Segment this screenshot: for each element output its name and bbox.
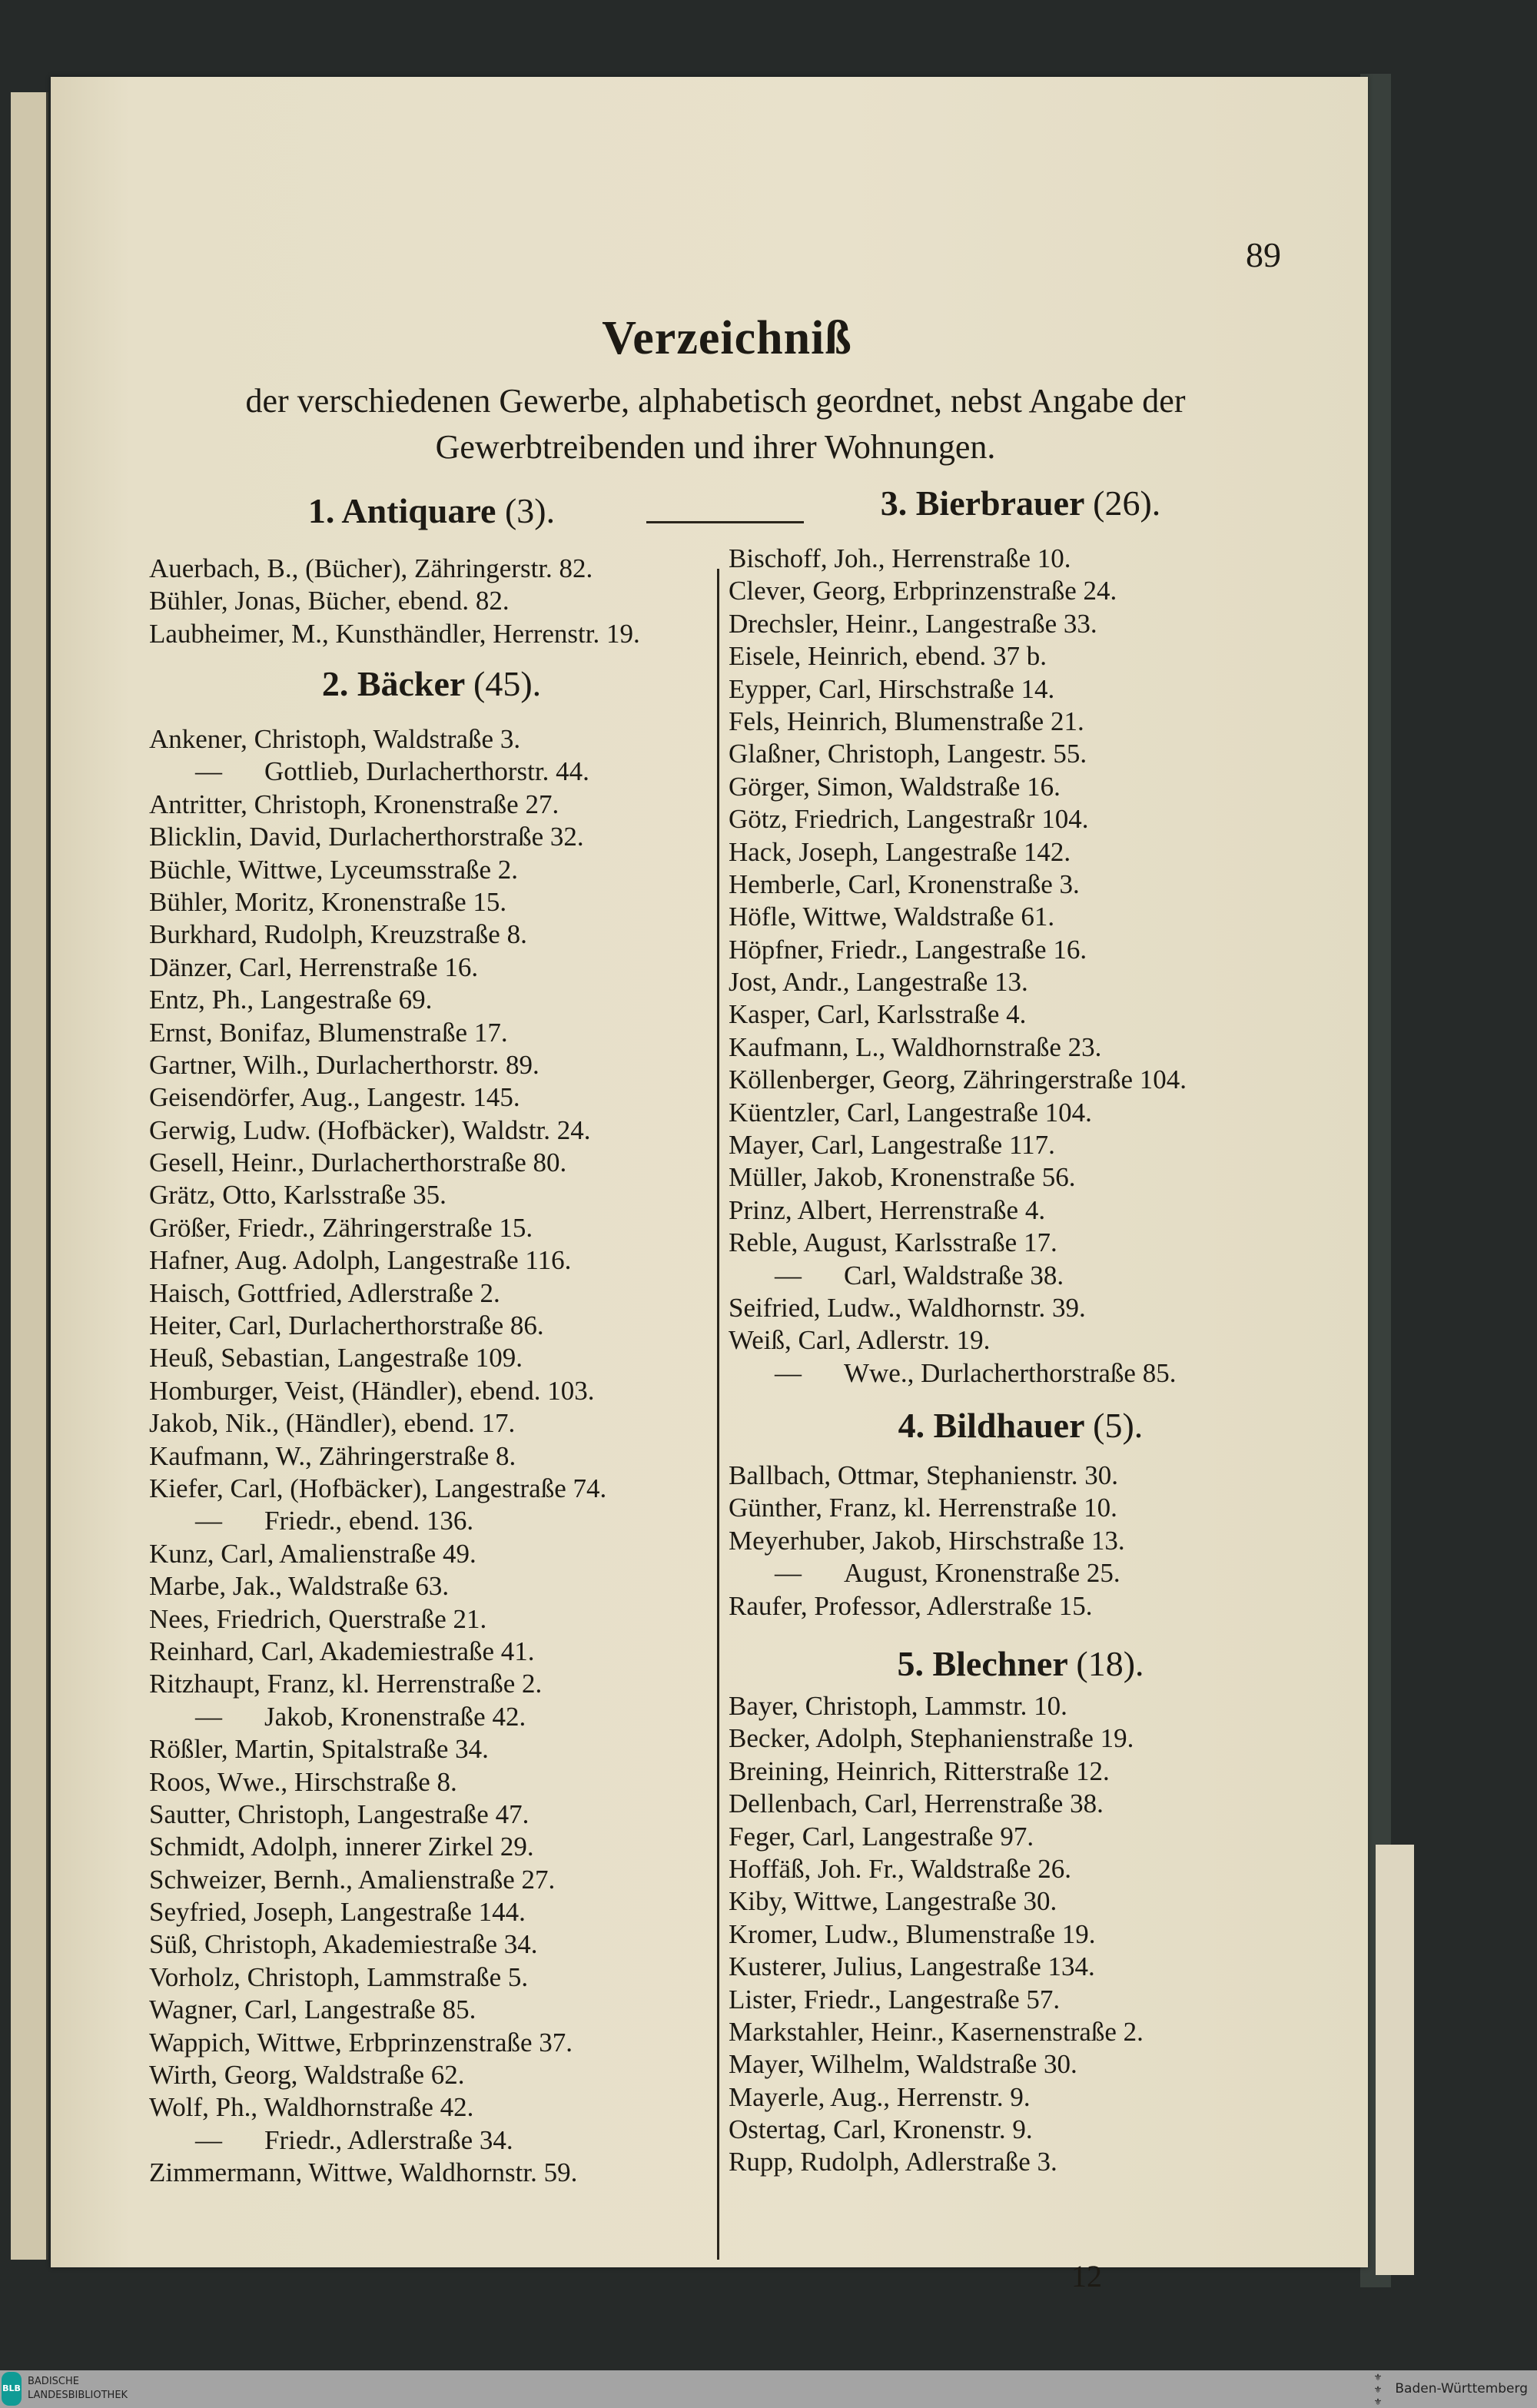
entry-text: Schweizer, Bernh., Amalienstraße 27. [149, 1864, 556, 1895]
directory-entry [729, 2146, 1313, 2178]
entry-text: Zimmermann, Wittwe, Waldhornstr. 59. [149, 2157, 578, 2188]
entry-text: Hemberle, Carl, Kronenstraße 3. [729, 869, 1080, 899]
section-blechner [729, 1641, 1313, 2179]
ditto-dash: — [775, 1357, 802, 1388]
entry-text: Eypper, Carl, Hirschstraße 14. [729, 673, 1055, 704]
previous-page-edge [11, 92, 48, 2260]
entry-text: Eisele, Heinrich, ebend. 37 b. [729, 641, 1047, 672]
directory-entry [149, 1961, 714, 1994]
directory-entry [729, 1324, 1313, 1357]
entry-text: Wwe., Durlacherthorstraße 85. [844, 1357, 1177, 1388]
blb-logo-icon: BLB [2, 2372, 22, 2406]
entry-text: Mayer, Wilhelm, Waldstraße 30. [729, 2049, 1077, 2080]
entry-text: Wolf, Ph., Waldhornstraße 42. [149, 2092, 474, 2123]
directory-entry [729, 1918, 1313, 1951]
entry-text: Köllenberger, Georg, Zähringerstraße 104. [729, 1065, 1187, 1095]
entry-text: Dellenbach, Carl, Herrenstraße 38. [729, 1789, 1104, 1819]
directory-entry [149, 1928, 714, 1961]
entry-text: Raufer, Professor, Adlerstraße 15. [729, 1590, 1093, 1621]
directory-entry [149, 756, 714, 788]
directory-entry [729, 1031, 1313, 1064]
directory-entry [729, 1557, 1313, 1589]
entry-text: Becker, Adolph, Stephanienstraße 19. [729, 1723, 1134, 1754]
directory-entry [149, 984, 714, 1016]
entry-text: Wagner, Carl, Langestraße 85. [149, 1994, 476, 2025]
directory-entry [149, 553, 714, 585]
ditto-dash: — [195, 1506, 222, 1536]
directory-entry [729, 1227, 1313, 1259]
entry-text: Bühler, Moritz, Kronenstraße 15. [149, 886, 507, 917]
entry-text: Gerwig, Ludw. (Hofbäcker), Waldstr. 24. [149, 1114, 591, 1145]
entry-text: Reble, August, Karlsstraße 17. [729, 1227, 1057, 1258]
directory-entry [729, 1292, 1313, 1324]
entry-text: Wirth, Georg, Waldstraße 62. [149, 2060, 465, 2091]
directory-entry [149, 723, 714, 756]
directory-entry [149, 1179, 714, 1211]
entry-text: Süß, Christoph, Akademiestraße 34. [149, 1929, 538, 1960]
library-name-line: BADISCHE [28, 2376, 79, 2387]
directory-entry [729, 998, 1313, 1031]
directory-entry [149, 821, 714, 853]
entry-text: Höpfner, Friedr., Langestraße 16. [729, 934, 1087, 965]
entry-text: Mayer, Carl, Langestraße 117. [729, 1130, 1055, 1161]
entry-text: Geisendörfer, Aug., Langestr. 145. [149, 1082, 520, 1113]
directory-entry [729, 803, 1313, 835]
library-name [28, 2375, 128, 2403]
page-subtitle [166, 378, 1265, 470]
entry-text: Ankener, Christoph, Waldstraße 3. [149, 724, 521, 754]
entry-text: Dänzer, Carl, Herrenstraße 16. [149, 952, 479, 982]
section-heading [149, 661, 714, 723]
footer-bar [0, 2370, 1537, 2408]
entry-text: Entz, Ph., Langestraße 69. [149, 985, 433, 1015]
entry-text: Rupp, Rudolph, Adlerstraße 3. [729, 2147, 1057, 2177]
sec-number: 5. [897, 1644, 924, 1683]
directory-entry [729, 1129, 1313, 1161]
directory-entry [729, 836, 1313, 869]
directory-entry [729, 1788, 1313, 1820]
entry-text: Reinhard, Carl, Akademiestraße 41. [149, 1636, 535, 1666]
directory-entry [729, 1194, 1313, 1227]
entry-text: Küentzler, Carl, Langestraße 104. [729, 1097, 1092, 1128]
entry-text: Sautter, Christoph, Langestraße 47. [149, 1799, 529, 1829]
protruding-paper [1376, 1845, 1414, 2275]
directory-entry [149, 1017, 714, 1049]
directory-entry [149, 1049, 714, 1081]
ditto-dash: — [195, 1701, 222, 1732]
entry-text: Ritzhaupt, Franz, kl. Herrenstraße 2. [149, 1669, 543, 1699]
directory-entry [729, 2081, 1313, 2114]
entry-text: Feger, Carl, Langestraße 97. [729, 1821, 1034, 1852]
directory-entry [729, 1097, 1313, 1129]
subtitle-line: Gewerbtreibenden und ihrer Wohnungen. [435, 428, 996, 466]
entry-text: Lister, Friedr., Langestraße 57. [729, 1984, 1061, 2014]
directory-entry [149, 1147, 714, 1179]
sec-count: (5). [1093, 1406, 1144, 1445]
directory-entry [149, 1994, 714, 2026]
entry-text: Hoffäß, Joh. Fr., Waldstraße 26. [729, 1853, 1071, 1884]
entry-text: Kunz, Carl, Amalienstraße 49. [149, 1538, 476, 1569]
directory-entry [149, 1473, 714, 1505]
entry-text: Höfle, Wittwe, Waldstraße 61. [729, 902, 1055, 932]
entry-text: Antritter, Christoph, Kronenstraße 27. [149, 789, 559, 819]
directory-entry [149, 1375, 714, 1407]
directory-entry [729, 1590, 1313, 1622]
entry-text: August, Kronenstraße 25. [844, 1558, 1120, 1589]
entry-text: Heuß, Sebastian, Langestraße 109. [149, 1343, 523, 1373]
section-heading [149, 488, 714, 553]
entry-text: Müller, Jakob, Kronenstraße 56. [729, 1162, 1076, 1193]
entry-text: Gottlieb, Durlacherthorstr. 44. [264, 756, 589, 787]
entry-text: Bayer, Christoph, Lammstr. 10. [729, 1691, 1067, 1721]
entry-text: Rößler, Martin, Spitalstraße 34. [149, 1734, 489, 1765]
entry-text: Gartner, Wilh., Durlacherthorstr. 89. [149, 1049, 539, 1080]
sec-count: (3). [504, 491, 556, 530]
sec-count: (45). [473, 664, 542, 703]
section-heading [729, 480, 1313, 543]
book-page [51, 77, 1368, 2293]
directory-entry [149, 1244, 714, 1277]
entry-text: Grätz, Otto, Karlsstraße 35. [149, 1180, 446, 1211]
directory-entry [149, 1570, 714, 1603]
directory-entry [149, 2059, 714, 2091]
directory-entry [149, 854, 714, 886]
entry-text: Clever, Georg, Erbprinzenstraße 24. [729, 576, 1117, 606]
directory-entry [729, 575, 1313, 607]
directory-entry [729, 1525, 1313, 1557]
directory-entry [149, 1440, 714, 1473]
sec-count: (26). [1093, 483, 1161, 523]
entry-text: Weiß, Carl, Adlerstr. 19. [729, 1325, 991, 1356]
entry-text: Mayerle, Aug., Herrenstr. 9. [729, 2081, 1031, 2112]
directory-entry [729, 543, 1313, 575]
column-divider [717, 569, 719, 2260]
directory-entry [149, 1636, 714, 1668]
sec-number: 3. [880, 483, 908, 523]
ditto-dash: — [195, 756, 222, 787]
directory-entry [149, 2157, 714, 2189]
entry-text: Blicklin, David, Durlacherthorstraße 32. [149, 822, 584, 852]
entry-text: Vorholz, Christoph, Lammstraße 5. [149, 1961, 529, 1992]
directory-entry [729, 1260, 1313, 1292]
directory-entry [149, 618, 714, 650]
directory-entry [149, 1799, 714, 1831]
directory-entry [729, 869, 1313, 901]
sec-name: Blechner [932, 1644, 1067, 1683]
sec-name: Antiquare [341, 491, 496, 530]
directory-entry [729, 1755, 1313, 1788]
directory-entry [149, 1668, 714, 1700]
entry-text: Hack, Joseph, Langestraße 142. [729, 836, 1071, 867]
entry-text: Roos, Wwe., Hirschstraße 8. [149, 1766, 457, 1797]
entry-text: Kiby, Wittwe, Langestraße 30. [729, 1886, 1057, 1917]
section-bierbrauer [729, 480, 1313, 1390]
directory-entry [149, 2091, 714, 2124]
entry-text: Breining, Heinrich, Ritterstraße 12. [729, 1755, 1110, 1786]
sec-name: Bäcker [357, 664, 465, 703]
subtitle-line: der verschiedenen Gewerbe, alphabetisch geordnet, nebst Angabe der [245, 382, 1186, 420]
directory-entry [149, 1081, 714, 1114]
sec-number: 4. [898, 1406, 925, 1445]
directory-entry [149, 1505, 714, 1537]
entry-text: Heiter, Carl, Durlacherthorstraße 86. [149, 1310, 544, 1341]
directory-entry [729, 1690, 1313, 1722]
directory-entry [149, 1342, 714, 1374]
directory-entry [729, 2048, 1313, 2081]
entry-text: Drechsler, Heinr., Langestraße 33. [729, 608, 1097, 639]
entry-text: Gesell, Heinr., Durlacherthorstraße 80. [149, 1148, 567, 1178]
directory-entry [149, 1310, 714, 1342]
entry-text: Markstahler, Heinr., Kasernenstraße 2. [729, 2016, 1144, 2047]
entry-text: Friedr., Adlerstraße 34. [264, 2124, 513, 2155]
directory-entry [729, 966, 1313, 998]
sec-count: (18). [1076, 1644, 1144, 1683]
entry-text: Fels, Heinrich, Blumenstraße 21. [729, 706, 1084, 736]
entry-text: Ernst, Bonifaz, Blumenstraße 17. [149, 1017, 508, 1048]
directory-entry [729, 2016, 1313, 2048]
section-bildhauer [729, 1403, 1313, 1622]
directory-entry [149, 1701, 714, 1733]
ditto-dash: — [195, 2124, 222, 2155]
directory-entry [729, 1951, 1313, 1983]
entry-text: Kusterer, Julius, Langestraße 134. [729, 1951, 1095, 1982]
directory-entry [149, 1407, 714, 1440]
entry-text: Auerbach, B., (Bücher), Zähringerstr. 82. [149, 553, 593, 583]
directory-entry [149, 1831, 714, 1863]
directory-entry [149, 585, 714, 617]
directory-entry [149, 789, 714, 821]
entry-text: Jakob, Nik., (Händler), ebend. 17. [149, 1408, 516, 1439]
entry-text: Günther, Franz, kl. Herrenstraße 10. [729, 1493, 1117, 1523]
entry-text: Seifried, Ludw., Waldhornstr. 39. [729, 1292, 1086, 1323]
section-bäcker [149, 661, 714, 2190]
directory-entry [149, 2124, 714, 2157]
directory-entry [729, 673, 1313, 706]
directory-entry [149, 1277, 714, 1310]
directory-entry [729, 1460, 1313, 1492]
entry-text: Burkhard, Rudolph, Kreuzstraße 8. [149, 919, 527, 950]
entry-text: Prinz, Albert, Herrenstraße 4. [729, 1194, 1046, 1225]
entry-text: Nees, Friedrich, Querstraße 21. [149, 1603, 487, 1634]
ditto-dash: — [775, 1260, 802, 1290]
page-title: Verzeichniß [602, 312, 852, 364]
entry-text: Glaßner, Christoph, Langestr. 55. [729, 739, 1087, 769]
directory-entry [729, 934, 1313, 966]
directory-entry [729, 1722, 1313, 1755]
ditto-dash: — [775, 1558, 802, 1589]
entry-text: Büchle, Wittwe, Lyceumsstraße 2. [149, 854, 519, 885]
entry-text: Friedr., ebend. 136. [264, 1506, 474, 1536]
directory-entry [149, 1864, 714, 1896]
directory-entry [149, 918, 714, 951]
directory-entry [729, 1984, 1313, 2016]
section-antiquare [149, 488, 714, 650]
sec-number: 2. [321, 664, 349, 703]
entry-text: Marbe, Jak., Waldstraße 63. [149, 1571, 450, 1602]
directory-entry [729, 1821, 1313, 1853]
directory-entry [729, 1492, 1313, 1524]
sec-number: 1. [307, 491, 335, 530]
directory-entry [149, 1603, 714, 1636]
entry-text: Seyfried, Joseph, Langestraße 144. [149, 1897, 526, 1928]
entry-text: Jakob, Kronenstraße 42. [264, 1701, 526, 1732]
entry-text: Götz, Friedrich, Langestraßr 104. [729, 804, 1089, 835]
entry-text: Ballbach, Ottmar, Stephanienstr. 30. [729, 1460, 1118, 1490]
directory-entry [149, 1114, 714, 1147]
entry-text: Größer, Friedr., Zähringerstraße 15. [149, 1212, 533, 1243]
entry-text: Kaufmann, L., Waldhornstraße 23. [729, 1031, 1102, 1062]
entry-text: Jost, Andr., Langestraße 13. [729, 967, 1028, 998]
entry-text: Wappich, Wittwe, Erbprinzenstraße 37. [149, 2027, 573, 2058]
directory-entry [149, 1766, 714, 1799]
coat-of-arms-icon: ⚜ ⚜ ⚜ [1373, 2372, 1383, 2407]
entry-text: Meyerhuber, Jakob, Hirschstraße 13. [729, 1525, 1125, 1556]
directory-entry [149, 952, 714, 984]
entry-text: Schmidt, Adolph, innerer Zirkel 29. [149, 1832, 534, 1862]
sec-name: Bierbrauer [915, 483, 1084, 523]
page-number: 89 [1246, 235, 1281, 274]
directory-entry [729, 1885, 1313, 1918]
directory-entry [729, 1853, 1313, 1885]
directory-entry [149, 1733, 714, 1765]
entry-text: Haisch, Gottfried, Adlerstraße 2. [149, 1277, 500, 1308]
directory-entry [729, 738, 1313, 770]
entry-text: Kaufmann, W., Zähringerstraße 8. [149, 1440, 516, 1471]
directory-entry [149, 1212, 714, 1244]
directory-entry [729, 771, 1313, 803]
directory-entry [729, 2114, 1313, 2146]
sec-name: Bildhauer [933, 1406, 1084, 1445]
directory-entry [729, 1064, 1313, 1096]
signature-mark: 12 [1071, 2259, 1102, 2293]
entry-text: Kasper, Carl, Karlsstraße 4. [729, 999, 1027, 1030]
entry-text: Kromer, Ludw., Blumenstraße 19. [729, 1918, 1096, 1949]
directory-entry [729, 706, 1313, 738]
entry-text: Bühler, Jonas, Bücher, ebend. 82. [149, 586, 510, 616]
entry-text: Bischoff, Joh., Herrenstraße 10. [729, 543, 1071, 573]
directory-entry [729, 608, 1313, 640]
section-heading [729, 1641, 1313, 1690]
directory-entry [729, 901, 1313, 933]
entry-text: Carl, Waldstraße 38. [844, 1260, 1064, 1290]
directory-entry [729, 1357, 1313, 1390]
directory-entry [729, 640, 1313, 673]
directory-entry [149, 2027, 714, 2059]
entry-text: Hafner, Aug. Adolph, Langestraße 116. [149, 1245, 572, 1276]
entry-text: Laubheimer, M., Kunsthändler, Herrenstr. 19. [149, 618, 640, 649]
entry-text: Kiefer, Carl, (Hofbäcker), Langestraße 74. [149, 1473, 607, 1503]
section-heading [729, 1403, 1313, 1460]
state-logo-text: Baden-Württemberg [1395, 2381, 1528, 2396]
entry-text: Ostertag, Carl, Kronenstr. 9. [729, 2114, 1033, 2145]
directory-entry [149, 1538, 714, 1570]
entry-text: Homburger, Veist, (Händler), ebend. 103. [149, 1375, 595, 1406]
directory-entry [149, 1896, 714, 1928]
directory-entry [729, 1161, 1313, 1194]
library-name-line: LANDESBIBLIOTHEK [28, 2390, 128, 2401]
entry-text: Görger, Simon, Waldstraße 16. [729, 771, 1061, 802]
directory-entry [149, 886, 714, 918]
